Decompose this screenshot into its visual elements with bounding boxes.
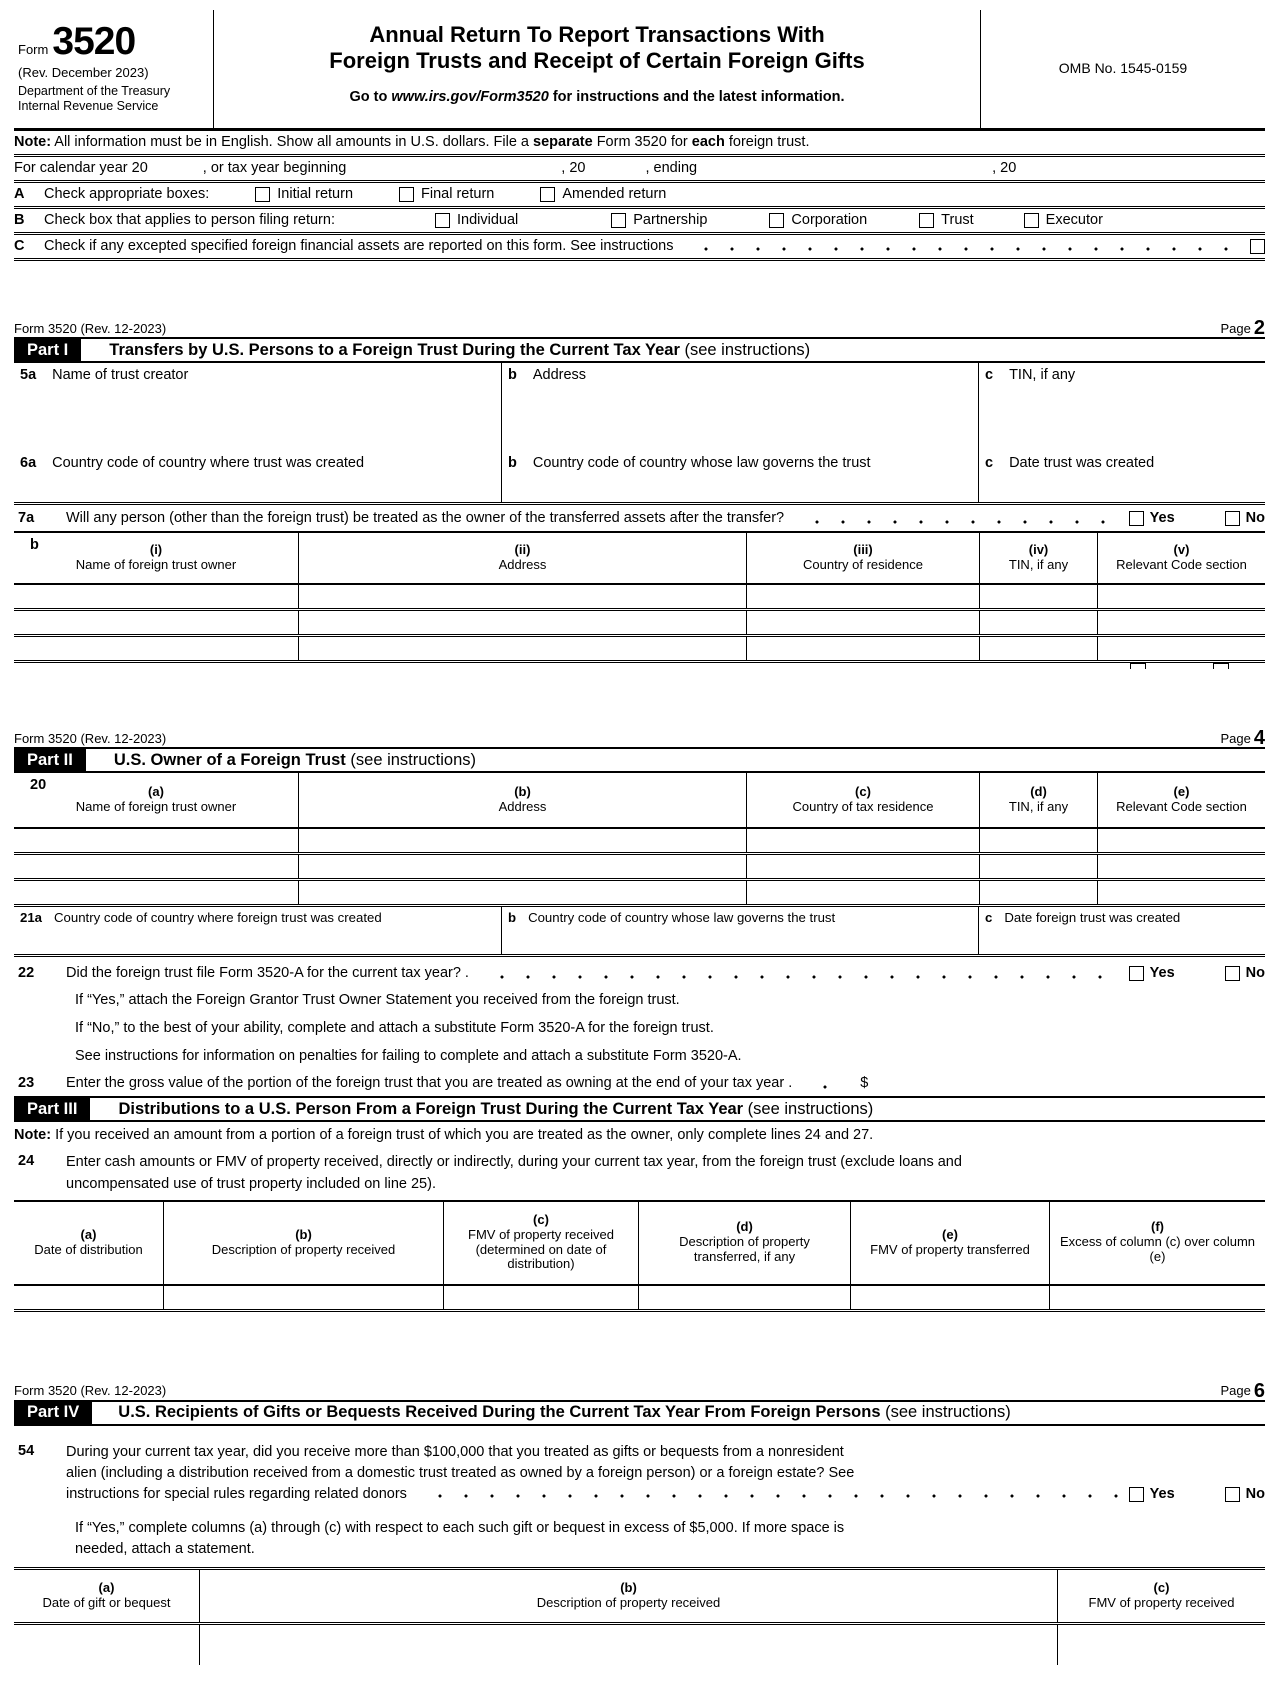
dot-leader [683,237,1240,256]
goto-prefix: Go to [349,88,392,105]
input-cell[interactable] [638,1286,850,1309]
line-22-row: 22 Did the foreign trust file Form 3520-A for the current tax year? . Yes No [14,960,1265,986]
part3-subtitle: (see instructions) [743,1099,874,1118]
page-number: 6 [1253,1379,1265,1402]
part1-tag: Part I [14,339,81,361]
part4-title: U.S. Recipients of Gifts or Bequests Received During the Current Tax Year From Foreign Persons [118,1403,881,1422]
input-cell[interactable] [979,637,1097,660]
page-label: Page [1220,730,1251,746]
form-revision: (Rev. December 2023) [18,65,149,81]
line-c-label: Check if any excepted specified foreign financial assets are reported on this form. See instructions [44,238,674,255]
input-cell[interactable] [443,1286,638,1309]
input-cell[interactable] [746,855,979,878]
line-c-row [14,235,1265,261]
dollar-sign: $ [860,1074,869,1091]
page4-footer [14,723,1265,747]
input-cell[interactable] [979,611,1097,634]
calendar-p2: , or tax year beginning [202,160,347,177]
line-b-id: B [14,212,25,229]
page-gap [14,669,1265,723]
input-cell[interactable] [163,1286,443,1309]
corporation-label: Corporation [791,212,868,229]
input-cell[interactable] [746,881,979,904]
line-23-row [14,1070,1265,1096]
form-id-block [14,10,214,128]
line-24-id: 24 [18,1153,35,1169]
trust-law-country-field[interactable]: b Country code of country whose law governs the trust [501,451,978,502]
part4-subtitle: (see instructions) [880,1403,1011,1422]
form-title-block [214,10,981,128]
line-a-row [14,183,1265,209]
form-header [14,10,1265,131]
line-22-if-no: If “No,” to the best of your ability, complete and attach a substitute Form 3520-A for the foreign trust. [75,1019,714,1036]
final-return-label: Final return [421,186,495,203]
part4-header-bar [14,1400,1265,1426]
input-cell[interactable] [746,829,979,852]
foreign-trust-law-country-field[interactable]: b Country code of country whose law governs the trust [501,907,978,954]
calendar-p3: , 20 [561,160,586,177]
note-label: Note: [14,134,52,151]
line-24-table: (a) Date of distribution (b) Description of property received (c) FMV of property received (determined on date of distribution) (d) Description of property transferred, if any (e) FMV of property transferred (f) Excess of column (c) over column (e) [14,1200,1265,1312]
table-row [14,855,1265,881]
trust-label: Trust [941,212,974,229]
dot-leader [479,961,1119,985]
line-54-table: (a) Date of gift or bequest (b) Description of property received (c) FMV of property received [14,1567,1265,1665]
part1-subtitle: (see instructions) [679,340,811,359]
page-gap [14,1312,1265,1376]
part2-tag: Part II [14,749,86,771]
line-22-id: 22 [18,964,35,981]
table-row [14,637,1265,663]
line-7a-no-checkbox[interactable] [1225,511,1240,526]
input-cell[interactable] [1097,637,1265,660]
line-7b-table: b (i) Name of foreign trust owner (ii) Address (iii) Country of residence (iv) TIN, if any (v) Relevant Code section [14,531,1265,663]
input-cell[interactable] [14,637,298,660]
initial-return-checkbox[interactable] [255,187,270,202]
line-54-id: 54 [18,1442,35,1459]
amended-return-label: Amended return [562,186,667,203]
trust-creator-name-field[interactable]: 5a Name of trust creator [20,367,189,383]
line-7a-id: 7a [18,509,35,526]
trust-creator-tin-field[interactable]: c TIN, if any [978,363,1265,451]
page-gap [14,261,1265,313]
input-cell[interactable] [1097,611,1265,634]
line-23-id: 23 [18,1074,35,1091]
page6-footer [14,1376,1265,1400]
trust-country-code-field[interactable]: 6a Country code of country where trust was created [20,455,365,471]
form-word: Form [18,42,49,57]
corporation-checkbox[interactable] [769,213,784,228]
foreign-trust-date-created-field[interactable]: c Date foreign trust was created [978,907,1265,954]
line-24-row [14,1149,1265,1196]
line-7a-row: 7a Will any person (other than the foreign trust) be treated as the owner of the transferred assets after the transfer? Yes No [14,505,1265,531]
part3-tag: Part III [14,1098,90,1120]
individual-checkbox[interactable] [435,213,450,228]
line-a-label: Check appropriate boxes: [44,186,210,203]
page-number: 4 [1253,727,1265,749]
initial-return-label: Initial return [277,186,354,203]
part2-title: U.S. Owner of a Foreign Trust [113,750,346,769]
partnership-label: Partnership [633,212,708,229]
trust-date-created-field[interactable]: c Date trust was created [978,451,1265,502]
goto-url: www.irs.gov/Form3520 [391,88,549,105]
input-cell[interactable] [298,611,746,634]
input-cell[interactable] [199,1625,1057,1665]
input-cell[interactable] [1097,881,1265,904]
input-cell[interactable] [298,881,746,904]
page-number: 2 [1253,317,1265,339]
footer-form-id: Form 3520 (Rev. 12-2023) [14,320,167,336]
input-cell[interactable] [979,855,1097,878]
input-cell[interactable] [14,1286,163,1309]
input-cell[interactable] [14,829,298,852]
line-24-text: Enter cash amounts or FMV of property received, directly or indirectly, during your current tax year, from the foreign trust (exclude loans and uncompensated use of trust property included on line 25). [66,1154,962,1192]
input-cell[interactable] [1057,1625,1265,1665]
amended-return-checkbox[interactable] [540,187,555,202]
excepted-assets-checkbox[interactable] [1250,239,1265,254]
input-cell[interactable] [850,1286,1049,1309]
individual-label: Individual [456,212,519,229]
executor-label: Executor [1045,212,1103,229]
table-row [14,585,1265,611]
input-cell[interactable] [979,881,1097,904]
page-label: Page [1220,1383,1251,1399]
input-cell[interactable] [298,855,746,878]
goto-suffix: for instructions and the latest information. [548,88,845,105]
input-cell[interactable] [14,611,298,634]
input-cell[interactable] [746,611,979,634]
input-cell[interactable] [979,829,1097,852]
line-7a-yes-checkbox[interactable] [1129,511,1144,526]
calendar-year-row [14,157,1265,183]
part2-header-bar [14,747,1265,773]
line-22-yes-checkbox[interactable] [1129,966,1144,981]
line-5-row [14,363,1265,451]
trust-creator-address-field[interactable]: b Address [501,363,978,451]
input-cell[interactable] [14,585,298,608]
note-row: Note: All information must be in English. Show all amounts in U.S. dollars. File a separate Form 3520 for each foreign trust. [14,131,1265,157]
form-title-line2: Foreign Trusts and Receipt of Certain Foreign Gifts [329,48,865,74]
line-54-if-yes: If “Yes,” complete columns (a) through (c) with respect to each such gift or bequest in excess of $5,000. If more space is needed, attach a statement. [75,1519,845,1557]
footer-form-id: Form 3520 (Rev. 12-2023) [14,730,167,746]
calendar-p1: For calendar year 20 [14,160,148,177]
final-return-checkbox[interactable] [399,187,414,202]
input-cell[interactable] [298,585,746,608]
dot-leader [417,1484,1119,1505]
line-23-text: Enter the gross value of the portion of the foreign trust that you are treated as owning at the end of your tax year . [66,1074,793,1091]
part2-subtitle: (see instructions) [345,750,477,769]
input-cell[interactable] [14,1625,199,1665]
form-title-line1: Annual Return To Report Transactions With [369,22,825,47]
part1-header-bar [14,337,1265,363]
line-b-row [14,209,1265,235]
line-22-see-instructions: See instructions for information on penalties for failing to complete and attach a substitute Form 3520-A. [75,1047,742,1064]
line-c-id: C [14,238,25,255]
line-54-question: During your current tax year, did you receive more than $100,000 that you treated as gifts or bequests from a nonresident alien (including a distribution received from a domestic trust treated as owned by a foreign person) or a foreign estate? See instructions for special rules regarding related donors Yes No [66,1442,1265,1505]
line-7b-id: b [30,537,39,553]
part4-tag: Part IV [14,1402,92,1424]
line-b-label: Check box that applies to person filing return: [44,212,335,229]
dot-leader [794,506,1119,530]
input-cell[interactable] [979,585,1097,608]
executor-checkbox[interactable] [1024,213,1039,228]
input-cell[interactable] [14,881,298,904]
line-22-if-yes: If “Yes,” attach the Foreign Grantor Trust Owner Statement you received from the foreign trust. [75,991,680,1008]
line-21-row [14,907,1265,957]
line-22-question: Did the foreign trust file Form 3520-A for the current tax year? . [66,964,469,981]
table-row [14,1625,1265,1665]
part3-title: Distributions to a U.S. Person From a Foreign Trust During the Current Tax Year [118,1099,744,1118]
line-20-id: 20 [30,777,47,793]
note-label: Note: [14,1127,52,1144]
line-54-yes-checkbox[interactable] [1129,1487,1144,1502]
line-7a-question: Will any person (other than the foreign trust) be treated as the owner of the transferred assets after the transfer? [66,509,785,526]
part3-note-row: Note: If you received an amount from a portion of a foreign trust of which you are treated as the owner, only complete lines 24 and 27. [14,1127,874,1144]
calendar-p4: , ending [645,160,698,177]
form-number: 3520 [52,20,136,63]
input-cell[interactable] [1049,1286,1265,1309]
foreign-trust-country-code-field[interactable]: 21a Country code of country where foreign trust was created [20,910,382,925]
omb-number: OMB No. 1545-0159 [1058,60,1188,77]
line-22-no-checkbox[interactable] [1225,966,1240,981]
input-cell[interactable] [1097,855,1265,878]
footer-form-id: Form 3520 (Rev. 12-2023) [14,1383,167,1399]
input-cell[interactable] [1097,829,1265,852]
input-cell[interactable] [746,637,979,660]
dot-leader [802,1071,848,1095]
input-cell[interactable] [298,829,746,852]
table-row [14,881,1265,907]
agency-line-1: Department of the Treasury [18,84,171,99]
input-cell[interactable] [14,855,298,878]
cropped-no-checkbox[interactable] [1213,663,1229,669]
line-a-id: A [14,186,25,203]
line-54-no-checkbox[interactable] [1225,1487,1240,1502]
page2-footer [14,313,1265,337]
input-cell[interactable] [746,585,979,608]
agency-line-2: Internal Revenue Service [18,99,159,114]
input-cell[interactable] [1097,585,1265,608]
calendar-p5: , 20 [992,160,1017,177]
goto-instructions [214,88,980,106]
part1-title: Transfers by U.S. Persons to a Foreign Trust During the Current Tax Year [109,340,680,359]
line-20-table: 20 (a) Name of foreign trust owner (b) Address (c) Country of tax residence (d) TIN, if any (e) Relevant Code section [14,773,1265,907]
input-cell[interactable] [298,637,746,660]
partnership-checkbox[interactable] [611,213,626,228]
page-label: Page [1220,320,1251,336]
table-row [14,611,1265,637]
part3-header-bar [14,1096,1265,1122]
line-54-row [14,1426,1265,1505]
cropped-yes-checkbox[interactable] [1130,663,1146,669]
trust-checkbox[interactable] [919,213,934,228]
line-6-row [14,451,1265,505]
table-row [14,829,1265,855]
table-row [14,1286,1265,1312]
